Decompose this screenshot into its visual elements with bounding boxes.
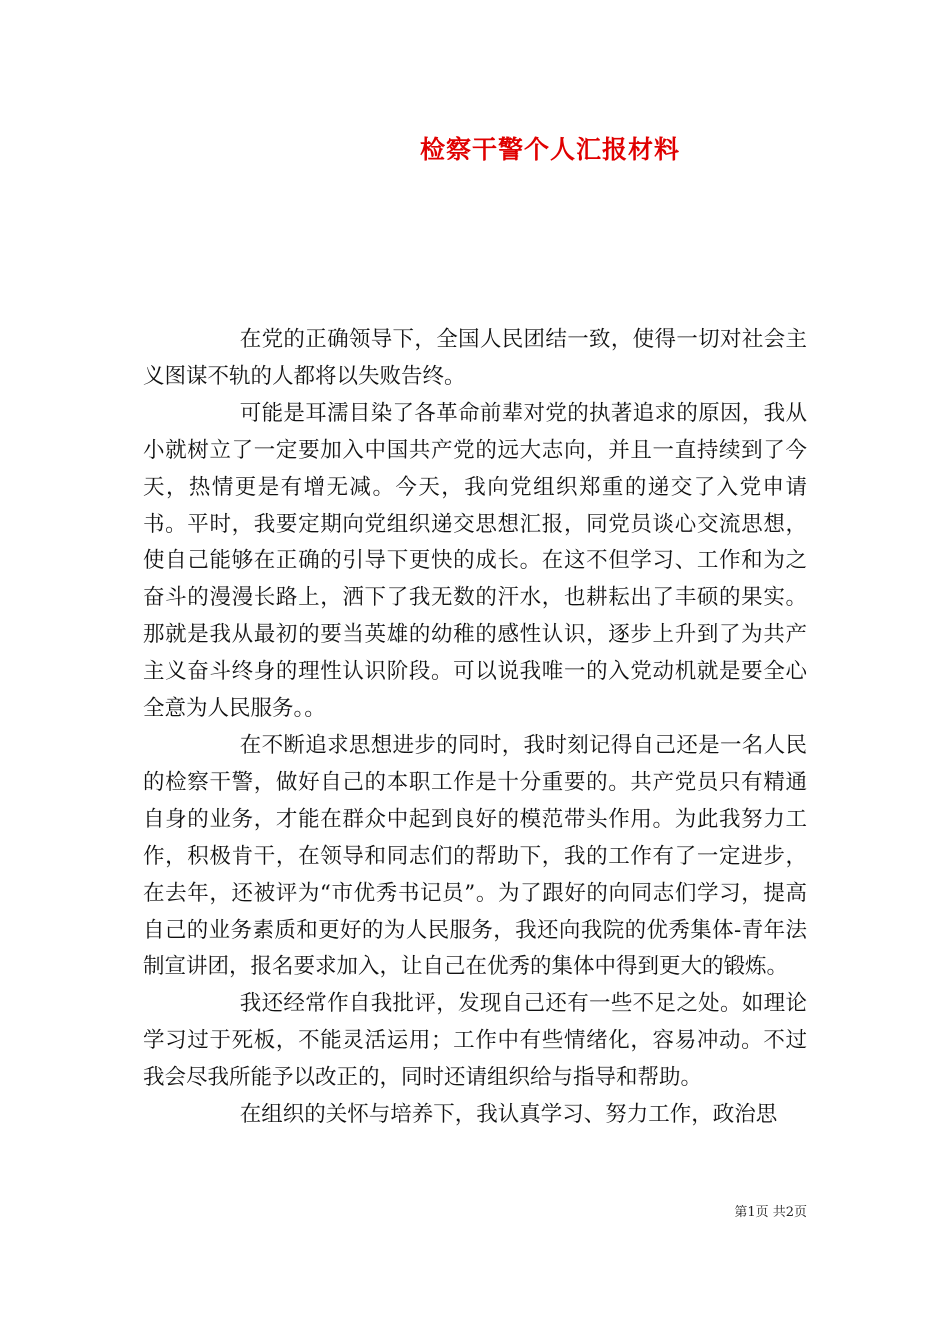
page-number: 第1页 共2页 bbox=[734, 1205, 807, 1220]
document-body bbox=[143, 322, 807, 1134]
paragraph-5: 在组织的关怀与培养下，我认真学习、努力工作，政治思 bbox=[239, 1102, 778, 1128]
paragraph-2: 可能是耳濡目染了各革命前辈对党的执著追求的原因，我从小就树立了一定要加入中国共产党的远大志向，并且一直持续到了今天，热情更是有增无减。今天，我向党组织郑重的递交了入党申请书。平时，我要定期向党组织递交思想汇报，同党员谈心交流思想，使自己能够在正确的引导下更快的成长。在这不但学习、工作和为之奋斗的漫漫长路上，洒下了我无数的汗水，也耕耘出了丰硕的果实。那就是我从最初的要当英雄的幼稚的感性认识，逐步上升到了为共产主义奋斗终身的理性认识阶段。可以说我唯一的入党动机就是要全心全意为人民服务。。 bbox=[143, 400, 807, 722]
paragraph-3: 在不断追求思想进步的同时，我时刻记得自己还是一名人民的检察干警，做好自己的本职工作是十分重要的。共产党员只有精通自身的业务，才能在群众中起到良好的模范带头作用。为此我努力工作，积极肯干，在领导和同志们的帮助下，我的工作有了一定进步，在去年，还被评为“市优秀书记员”。为了跟好的向同志们学习，提高自己的业务素质和更好的为人民服务，我还向我院的优秀集体-青年法制宣讲团，报名要求加入，让自己在优秀的集体中得到更大的锻炼。 bbox=[143, 732, 807, 980]
paragraph-4: 我还经常作自我批评，发现自己还有一些不足之处。如理论学习过于死板，不能灵活运用；工作中有些情绪化，容易冲动。不过我会尽我所能予以改正的，同时还请组织给与指导和帮助。 bbox=[143, 991, 807, 1091]
document-title: 检察干警个人汇报材料 bbox=[419, 135, 680, 164]
paragraph-1: 在党的正确领导下，全国人民团结一致，使得一切对社会主义图谋不轨的人都将以失败告终。 bbox=[143, 327, 807, 389]
